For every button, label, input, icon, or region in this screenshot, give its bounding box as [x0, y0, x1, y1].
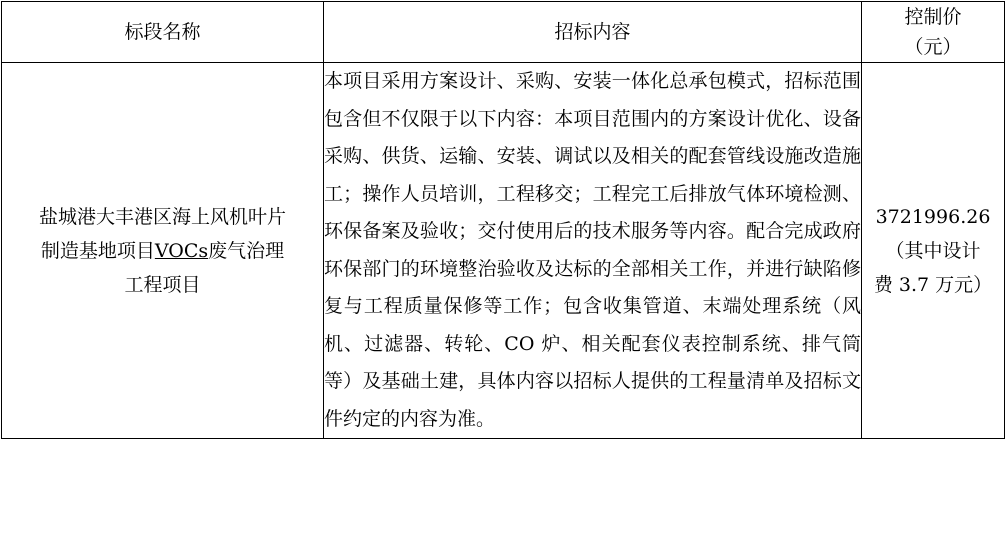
table-row — [2, 63, 1005, 439]
header-label-control-price-line1: 控制价 — [904, 6, 962, 28]
cell-lot-name — [2, 63, 324, 439]
lot-name-line-3: 工程项目 — [124, 273, 201, 296]
header-label-control-price-line2: （元） — [904, 36, 962, 58]
bid-information-table — [1, 1, 1005, 439]
header-label-bid-content: 招标内容 — [554, 21, 631, 43]
header-cell-control-price — [862, 2, 1005, 63]
document-page — [0, 1, 1005, 556]
lot-name-line-2 — [2, 234, 323, 268]
cell-bid-content — [324, 63, 862, 439]
lot-name-vocs-underlined: VOCs — [154, 239, 209, 262]
table-header-row — [2, 2, 1005, 63]
control-price-note-line1: （其中设计 — [885, 239, 981, 262]
cell-control-price — [862, 63, 1005, 439]
header-cell-bid-content — [324, 2, 862, 63]
bid-content-paragraph: 本项目采用方案设计、采购、安装一体化总承包模式，招标范围包含但不仅限于以下内容：本项目范围内的方案设计优化、设备采购、供货、运输、安装、调试以及相关的配套管线设施改造施工；操作人员培训，工程移交；工程完工后排放气体环境检测、环保备案及验收；交付使用后的技术服务等内容。配合完成政府环保部门的环境整治验收及达标的全部相关工作，并进行缺陷修复与工程质量保修等工作；包含收集管道、末端处理系统（风机、过滤器、转轮、CO 炉、相关配套仪表控制系统、排气筒等）及基础土建，具体内容以招标人提供的工程量清单及招标文件约定的内容为准。 — [324, 70, 861, 430]
header-label-lot-name: 标段名称 — [124, 21, 201, 43]
header-cell-lot-name — [2, 2, 324, 63]
lot-name-line-1: 盐城港大丰港区海上风机叶片 — [38, 205, 286, 228]
control-price-note-line2: 费 3.7 万元） — [873, 273, 993, 296]
control-price-amount: 3721996.26 — [875, 205, 991, 228]
lot-name-line-2-prefix: 制造基地项目 — [40, 239, 155, 262]
lot-name-line-2-suffix: 废气治理 — [208, 239, 285, 262]
